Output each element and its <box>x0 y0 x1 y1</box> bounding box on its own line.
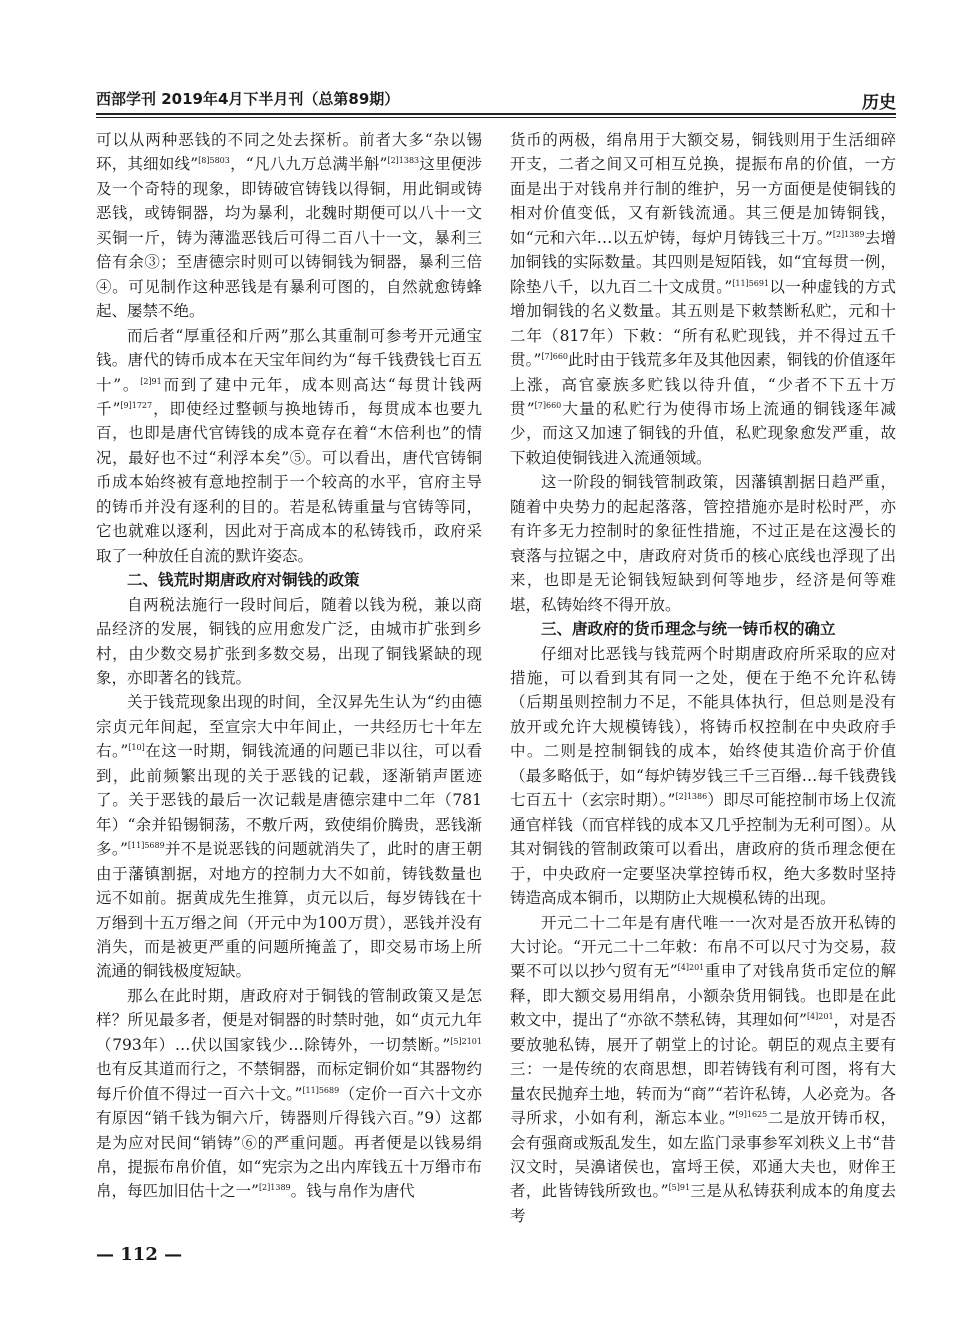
paragraph-text: 那么在此时期，唐政府对于铜钱的管制政策又是怎样？所见最多者，便是对铜器的时禁时弛，如“贞元九年（793年）…伏以国家钱少…除铸外，一切禁断。” <box>96 986 482 1054</box>
section-heading: 二、钱荒时期唐政府对铜钱的政策 <box>127 571 360 590</box>
paragraph-text: 可以从两种恶钱的不同之处去探析。前者大多“杂以锡环，其细如线” <box>96 131 482 174</box>
section-heading: 三、唐政府的货币理念与统一铸币权的确立 <box>541 620 836 639</box>
paragraph-text: 以一种虚钱的方式增加铜钱的名义数量。其五则是下敕禁断私贮，元和十二年（817年）下敕：“所有私贮现钱，并不得过五千贯。” <box>510 277 896 370</box>
paragraph-text: 三是从私铸获利成本的角度去考 <box>510 1182 896 1225</box>
paragraph-text: 仔细对比恶钱与钱荒两个时期唐政府所采取的应对措施，可以看到其有同一之处，便在于绝不允许私铸（后期虽则控制力不足，不能具体执行，但总则是没有放开或允许大规模铸钱），将铸币权控制在中央政府手中。二则是控制铜钱的成本，始终使其造价高于价值（最多略低于，如“每炉铸岁钱三千三百缗…每千钱费钱七百五十（玄宗时期）。” <box>510 644 896 810</box>
paragraph-text: ）即尽可能控制市场上仅流通官样钱（而官样钱的成本又几乎控制为无利可图）。从其对铜钱的管制政策可以看出，唐政府的货币理念便在于，中央政府一定要坚决掌控铸币权，绝大多数时坚持铸造高成本铜币，以期防止大规模私铸的出现。 <box>510 791 896 908</box>
right-column <box>510 128 896 1228</box>
citation-marker: [4]201 <box>806 1012 834 1022</box>
citation-marker: [10] <box>128 743 145 753</box>
body-paragraph <box>96 984 482 1204</box>
citation-marker: [4]201 <box>677 963 705 973</box>
paragraph-text: 这一阶段的铜钱管制政策，因藩镇割据日趋严重，随着中央势力的起起落落，管控措施亦是时松时严，亦有许多无力控制时的象征性措施，不过正是在这漫长的衰落与拉锯之中，唐政府对货币的核心底线也浮现了出来，也即是无论铜钱短缺到何等地步，经济是何等难堪，私铸始终不得开放。 <box>510 473 896 614</box>
section-label: 历史 <box>862 93 896 113</box>
body-paragraph <box>510 128 896 470</box>
header-rule-thin <box>96 117 896 118</box>
paragraph-text: 自两税法施行一段时间后，随着以钱为税，兼以商品经济的发展，铜钱的应用愈发广泛，由城市扩张到乡村，由少数交易扩张到多数交易，出现了铜钱紧缺的现象，亦即著名的钱荒。 <box>96 595 482 687</box>
body-paragraph <box>96 324 482 569</box>
paragraph-text: 大量的私贮行为使得市场上流通的铜钱逐年减少，而这又加速了铜钱的升值，私贮现象愈发严重，故下敕迫使铜钱进入流通领域。 <box>510 399 896 467</box>
paragraph-text: 。钱与帛作为唐代 <box>290 1182 415 1201</box>
citation-marker: [2]91 <box>140 376 162 386</box>
citation-marker: [7]660 <box>534 400 562 410</box>
citation-marker: [2]1389 <box>258 1183 291 1193</box>
citation-marker: [2]1389 <box>832 229 865 239</box>
citation-marker: [7]660 <box>541 352 569 362</box>
paragraph-text: ，“凡八九万总满半斛” <box>229 155 388 174</box>
citation-marker: [5]2101 <box>450 1036 482 1046</box>
journal-title: 西部学刊 2019年4月下半月刊（总第89期） <box>96 90 400 108</box>
header-rule-thick <box>96 113 896 115</box>
paragraph-text: 二是放开铸币权，会有强商或叛乱发生，如左监门录事参军刘秩义上书“昔汉文时，吴濞诸侯也，富埒王侯，邓通大夫也，财侔王者，此皆铸钱所致也。” <box>510 1109 896 1201</box>
paragraph-text: 重申了对钱帛货币定位的解释，即大额交易用绢帛，小额杂货用铜钱。也即是在此敕文中，提出了“亦欲不禁私铸，其理如何” <box>510 962 896 1030</box>
body-paragraph <box>96 690 482 983</box>
paragraph-text: 而到了建中元年，成本则高达“每贯计钱两千” <box>96 375 482 418</box>
paragraph-text: 这里便涉及一个奇特的现象，即铸破官铸钱以得铜，用此铜或铸恶钱，或铸铜器，均为暴利，北魏时期便可以八十一文买铜一斤，铸为薄滥恶钱后可得二百八十一文，暴利三倍有余③；至唐德宗时则可以铸铜钱为铜器，暴利三倍④。可见制作这种恶钱是有暴利可图的，自然就愈铸蜂起、屡禁不绝。 <box>96 155 482 321</box>
paragraph-text: 此时由于钱荒多年及其他因素，铜钱的价值逐年上涨，高官豪族多贮钱以待升值，“少者不下五十万贯” <box>510 351 896 418</box>
paragraph-text: 关于钱荒现象出现的时间，全汉昇先生认为“约由德宗贞元年间起，至宣宗大中年间止，一共经历七十年左右。” <box>96 693 482 761</box>
paragraph-text: 货币的两极，绢帛用于大额交易，铜钱则用于生活细碎开支，二者之间又可相互兑换，提振布帛的价值，一方面是出于对钱帛并行制的维护，另一方面便是使铜钱的相对价值变低，又有新钱流通。其三便是加铸铜钱，如“元和六年…以五炉铸，每炉月铸钱三十万。” <box>510 131 896 247</box>
citation-marker: [2]1383 <box>387 156 420 166</box>
paragraph-text: 在这一时期，铜钱流通的问题已非以往，可以看到，此前频繁出现的关于恶钱的记载，逐渐销声匿迹了。关于恶钱的最后一次记载是唐德宗建中二年（781年）“余并铅锡铜荡，不敷斤两，致使绢价腾贵，恶钱渐多。” <box>96 742 482 859</box>
left-column <box>96 128 482 1204</box>
paragraph-text: 去增加铜钱的实际数量。其四则是短陌钱，如“宜每贯一例，除垫八千，以九百二十文成贯。” <box>510 228 896 296</box>
paragraph-text: （定价一百六十文亦有原因“销千钱为铜六斤，铸器则斤得钱六百。”9）这都是为应对民间“销铸”⑥的严重问题。再者便是以钱易绢帛，提振布帛价值，如“宪宗为之出内库钱五十万缗市布帛，每匹加旧估十之一” <box>96 1084 482 1201</box>
citation-marker: [2]1386 <box>675 792 708 802</box>
page-number: — 112 — <box>96 1244 183 1265</box>
citation-marker: [8]5803 <box>198 156 230 166</box>
paragraph-text: ，即使经过整顿与换地铸币，每贯成本也要九百，也即是唐代官铸钱的成本竟存在着“木倍利也”的情况，最好也不过“利浮本矣”⑤。可以看出，唐代官铸铜币成本始终被有意地控制于一个较高的水平，官府主导的铸币并没有逐利的目的。若是私铸重量与官铸等同，它也就难以逐利，因此对于高成本的私铸钱币，政府采取了一种放任自流的默许姿态。 <box>96 399 482 565</box>
paragraph-text: 并不是说恶钱的问题就消失了，此时的唐王朝由于藩镇割据，对地方的控制力大不如前，铸钱数量也远不如前。据黄成先生推算，贞元以后，每岁铸钱在十万缗到十五万缗之间（开元中为100万贯），恶钱并没有消失，而是被更严重的问题所掩盖了，即交易市场上所流通的铜钱极度短缺。 <box>96 840 482 981</box>
paragraph-text: 也有反其道而行之，不禁铜器，而标定铜价如“其器物约每斤价值不得过一百六十文。” <box>96 1060 482 1103</box>
citation-marker: [11]5689 <box>302 1085 340 1095</box>
paragraph-text: 开元二十二年是有唐代唯一一次对是否放开私铸的大讨论。“开元二十二年敕：布帛不可以尺寸为交易，菽粟不可以以抄勺贸有无” <box>510 913 896 981</box>
citation-marker: [9]1625 <box>735 1110 768 1120</box>
citation-marker: [5]91 <box>668 1183 691 1193</box>
page-header <box>96 88 896 113</box>
body-paragraph <box>510 642 896 911</box>
body-paragraph <box>96 128 482 324</box>
paragraph-text: 而后者“厚重径和斤两”那么其重制可参考开元通宝钱。唐代的铸币成本在天宝年间约为“每千钱费钱七百五十”。 <box>96 326 482 394</box>
citation-marker: [11]5689 <box>127 841 165 851</box>
body-paragraph <box>510 470 896 617</box>
body-paragraph <box>96 593 482 691</box>
paragraph-text: ，对是否要放驰私铸，展开了朝堂上的讨论。朝臣的观点主要有三：一是传统的农商思想，即若铸钱有利可图，将有大量农民抛弃土地，转而为“商”“若许私铸，人必竞为。各寻所求，小如有利，渐忘本业。” <box>510 1011 896 1128</box>
citation-marker: [9]1727 <box>120 400 153 410</box>
citation-marker: [11]5691 <box>732 278 770 288</box>
body-paragraph <box>510 911 896 1229</box>
